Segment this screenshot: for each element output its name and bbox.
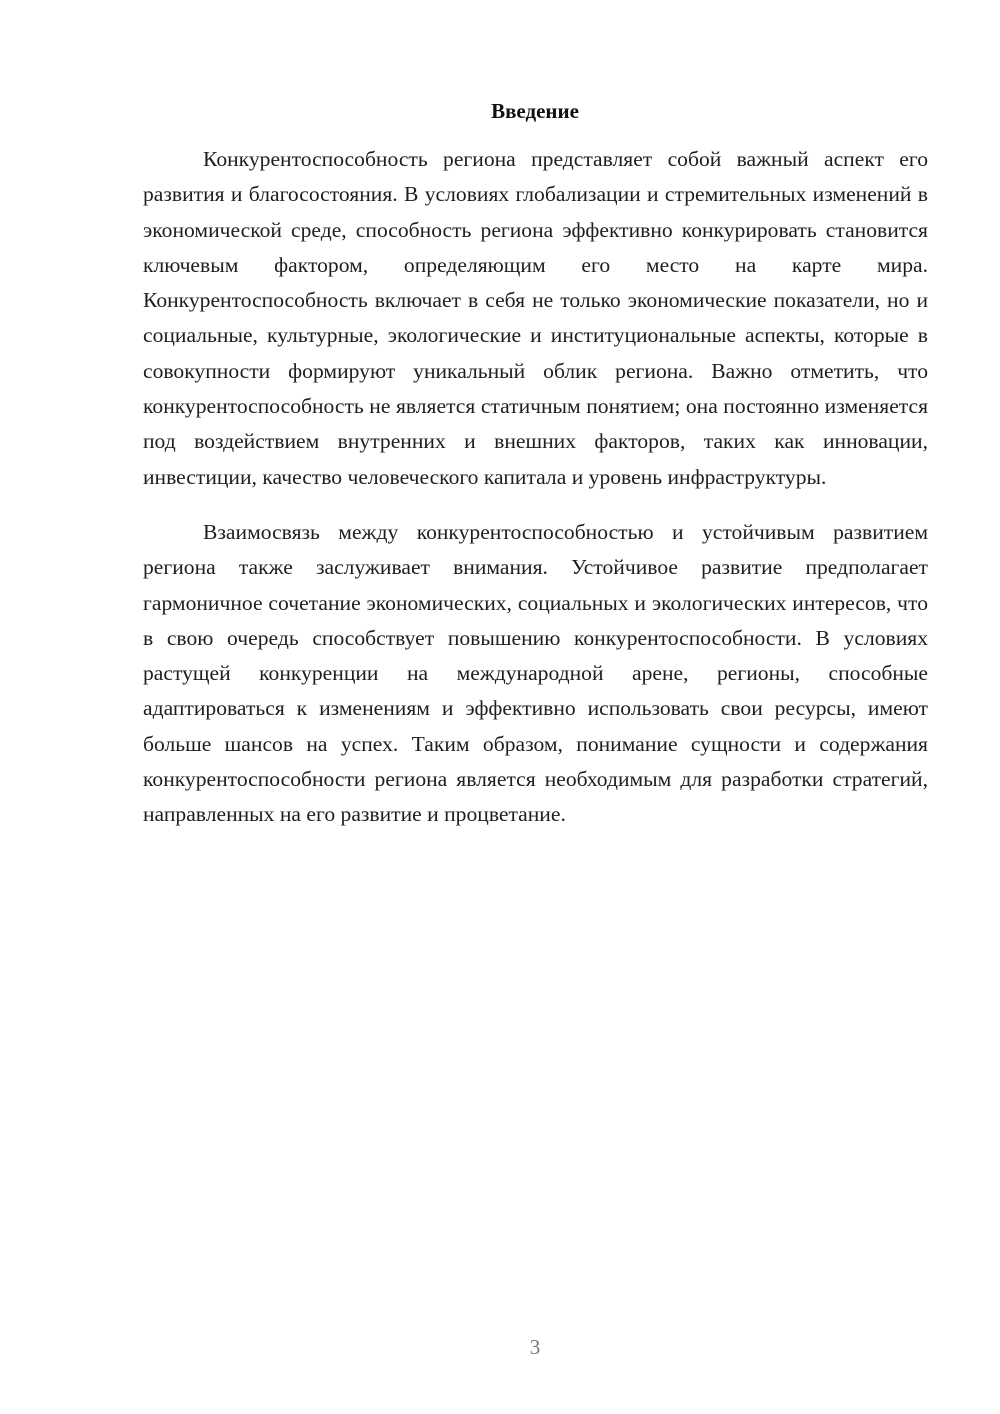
document-body (143, 142, 928, 833)
paragraph-1: Конкурентоспособность региона представляет собой важный аспект его развития и благосостояния. В условиях глобализации и стремительных изменений в экономической среде, способность региона эффективно конкурировать становится ключевым фактором, определяющим его место на карте мира. Конкурентоспособность включает в себя не только экономические показатели, но и социальные, культурные, экологические и институциональные аспекты, которые в совокупности формируют уникальный облик региона. Важно отметить, что конкурентоспособность не является статичным понятием; она постоянно изменяется под воздействием внутренних и внешних факторов, таких как инновации, инвестиции, качество человеческого капитала и уровень инфраструктуры. (143, 147, 928, 489)
paragraph-2: Взаимосвязь между конкурентоспособностью и устойчивым развитием региона также заслуживает внимания. Устойчивое развитие предполагает гармоничное сочетание экономических, социальных и экологических интересов, что в свою очередь способствует повышению конкурентоспособности. В условиях растущей конкуренции на международной арене, регионы, способные адаптироваться к изменениям и эффективно использовать свои ресурсы, имеют больше шансов на успех. Таким образом, понимание сущности и содержания конкурентоспособности региона является необходимым для разработки стратегий, направленных на его развитие и процветание. (143, 519, 928, 827)
page-number: 3 (529, 1335, 541, 1359)
section-heading: Введение (491, 99, 579, 123)
